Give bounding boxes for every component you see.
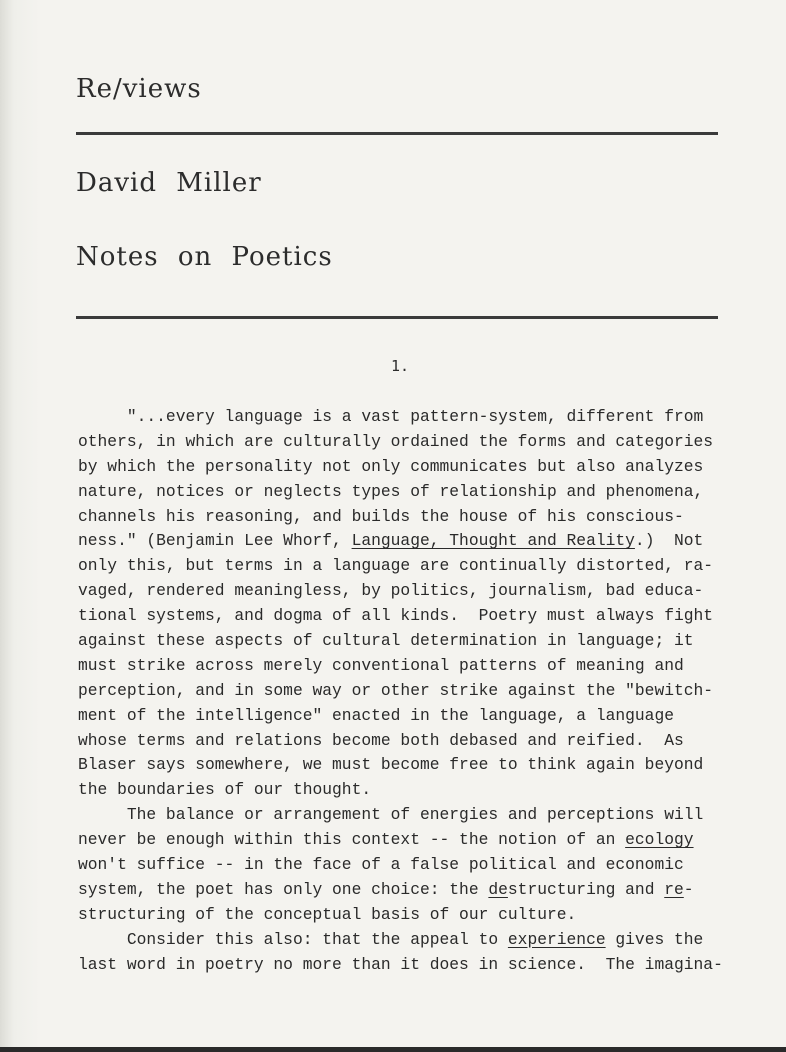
text-line [78,828,738,853]
text-line: only this, but terms in a language are continually distorted, ra- [78,556,714,576]
author-name: David Miller [76,168,262,198]
text-segment: Consider this also: that the appeal to [78,929,508,949]
text-line: vaged, rendered meaningless, by politics, journalism, bad educa- [78,581,704,601]
text-line [78,529,738,554]
body-text [78,405,738,977]
text-line: last word in poetry no more than it does in science. The imagina- [78,954,723,974]
text-line: "...every language is a vast pattern-system, different from [78,407,704,426]
section-number: 1. [391,357,410,375]
text-line: structuring of the conceptual basis of our culture. [78,904,577,924]
text-line: against these aspects of cultural determination in language; it [78,631,694,651]
text-line: by which the personality not only communicates but also analyzes [78,456,704,476]
text-segment: system, the poet has only one choice: the [78,879,489,899]
text-line: perception, and in some way or other strike against the "bewitch- [78,680,714,700]
text-line [78,928,738,953]
text-line: the boundaries of our thought. [78,780,372,800]
text-line: won't suffice -- in the face of a false political and economic [78,855,684,875]
article-title: Notes on Poetics [76,242,333,272]
paragraph-1 [78,405,738,803]
text-line: whose terms and relations become both debased and reified. As [78,730,684,750]
text-line: nature, notices or neglects types of relationship and phenomena, [78,481,704,501]
emphasis-experience: experience [507,929,606,949]
text-line: must strike across merely conventional patterns of meaning and [78,655,684,675]
paragraph-2 [78,803,738,927]
text-line: ment of the intelligence" enacted in the language, a language [78,705,674,725]
text-segment: .) Not [634,531,704,551]
text-segment: structuring and [507,879,665,899]
emphasis-re: re [664,879,684,899]
text-segment: gives the [605,929,704,949]
section-title: Re/views [76,74,202,104]
text-line: channels his reasoning, and builds the house of his conscious- [78,506,684,526]
text-segment: - [683,879,694,899]
text-line: others, in which are culturally ordained the forms and categories [78,431,714,451]
emphasis-ecology: ecology [625,830,694,850]
paragraph-3 [78,928,738,978]
text-line: Blaser says somewhere, we must become free to think again beyond [78,755,704,775]
text-segment: ness." (Benjamin Lee Whorf, [78,531,352,551]
text-line: The balance or arrangement of energies and perceptions will [78,805,704,825]
bottom-rule [76,316,718,319]
book-title: Language, Thought and Reality [351,531,635,551]
page-bottom-edge [0,1047,786,1052]
text-segment: never be enough within this context -- the notion of an [78,830,626,850]
emphasis-de: de [488,879,508,899]
text-line: tional systems, and dogma of all kinds. Poetry must always fight [78,606,714,626]
text-line [78,878,738,903]
top-rule [76,132,718,135]
